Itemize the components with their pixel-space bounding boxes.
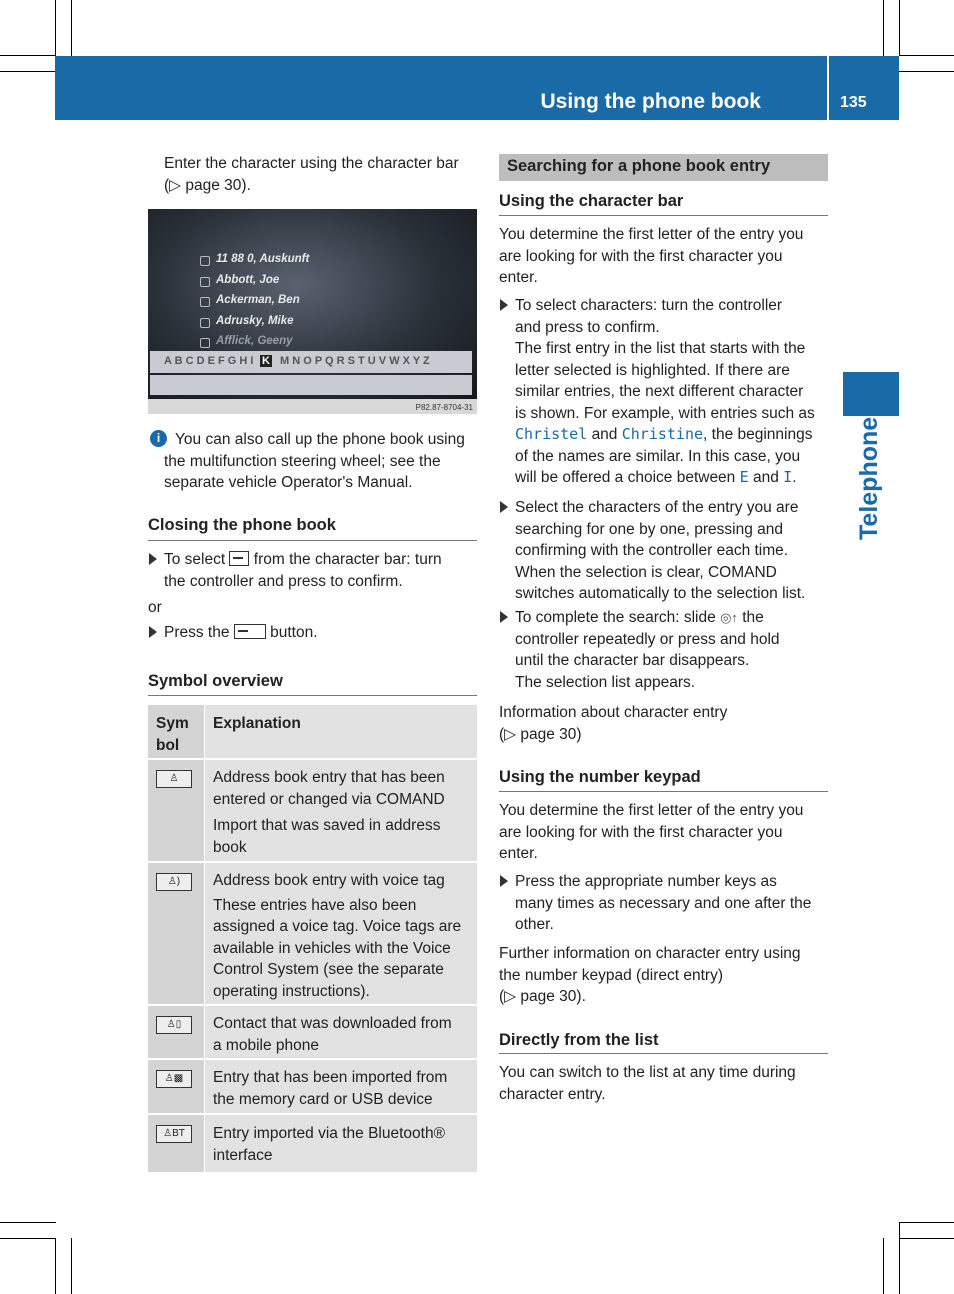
list-text: You can switch to the list at any time during character entry. [499,1064,796,1103]
screen-display [148,209,477,399]
charbar-step-1: To select characters: turn the controller and press to confirm. The first entry in the list that starts with the letter selected is highlighted. If there are similar entries, the next different character is shown. For example, with entries such as Christel and Christine, the beginnings of the names are similar. In this case, you will be offered a choice between E and I. [515,297,815,486]
info-icon: i [150,430,167,447]
contact-icon [200,256,210,266]
voice-tag-icon: ♙) [156,873,192,891]
divider [499,215,828,216]
info-note: You can also call up the phone book using the multifunction steering wheel; see the separate vehicle Operator's Manual. [164,431,465,491]
page-number: 135 [840,94,867,111]
step-arrow-icon [500,299,508,311]
charbar-letters: A B C D E F G H I [164,355,254,367]
closing-heading: Closing the phone book [148,516,336,534]
charbar-heading: Using the character bar [499,192,684,210]
back-button-icon [234,624,266,639]
divider [499,1053,828,1054]
step-arrow-icon [500,875,508,887]
contact-icon [200,338,210,348]
list-item: Abbott, Joe [216,274,280,286]
back-icon [229,551,249,566]
col-header-symbol: Sym bol [156,715,189,754]
keypad-heading: Using the number keypad [499,768,701,786]
memory-card-contact-icon: ♙▩ [156,1070,192,1088]
keypad-intro: You determine the first letter of the entry you are looking for with the first character you enter. [499,802,804,862]
contact-icon [200,297,210,307]
header-title: Using the phone book [540,90,761,113]
or-text: or [148,599,162,616]
step-arrow-icon [149,626,157,638]
charbar-step-2: Select the characters of the entry you are searching for one by one, pressing and confirming with the controller each time. When the selection is clear, COMAND switches automatically to the selection list. [515,499,806,602]
step-arrow-icon [149,553,157,565]
charbar-intro: You determine the first letter of the entry you are looking for with the first character you enter. [499,226,804,286]
charbar-letters-rest: M N O P Q R S T U V W X Y Z [280,355,430,367]
table-row: ♙▩ Entry that has been imported from the memory card or USB device [148,1060,477,1113]
character-bar [150,351,472,373]
list-item: Afflick, Geeny [216,335,293,347]
header-divider [827,56,829,120]
table-header [148,705,477,758]
closing-step-2: Press the button. [164,624,318,641]
contact-icon [200,318,210,328]
page-header [55,56,899,120]
charbar-info: Information about character entry (▷ page 30) [499,704,728,743]
step-arrow-icon [500,501,508,513]
keypad-step: Press the appropriate number keys as many times as necessary and one after the other. [515,873,812,933]
contact-icon [200,277,210,287]
person-icon: ♙ [156,770,192,788]
list-item: Ackerman, Ben [216,294,300,306]
selected-character: K [262,355,270,367]
section-title: Searching for a phone book entry [507,157,771,175]
divider [148,540,477,541]
symbol-heading: Symbol overview [148,672,283,690]
divider [148,695,477,696]
bluetooth-contact-icon: ♙BT [156,1125,192,1143]
image-id: P82.87-8704-31 [415,403,473,412]
charbar-step-3: To complete the search: slide ◎↑ the controller repeatedly or press and hold until the character bar disappears. The selection list appears. [515,609,780,691]
table-row: ♙ Address book entry that has been entered or changed via COMAND Import that was saved in address book [148,760,477,861]
mobile-phone-contact-icon: ♙▯ [156,1016,192,1034]
table-row: ♙▯ Contact that was downloaded from a mobile phone [148,1006,477,1058]
col-header-explanation: Explanation [213,715,301,732]
controller-slide-icon: ◎↑ [720,610,738,625]
side-tab-label: Telephone [855,416,883,540]
keypad-further-info: Further information on character entry using the number keypad (direct entry) (▷ page 30). [499,945,801,1005]
character-bar-icons [150,375,472,395]
table-row: ♙BT Entry imported via the Bluetooth® interface [148,1115,477,1172]
step-arrow-icon [500,611,508,623]
divider [499,791,828,792]
list-item: 11 88 0, Auskunft [216,253,310,265]
side-tab [843,372,899,416]
list-heading: Directly from the list [499,1031,659,1049]
section-title-band [499,154,828,181]
comand-screenshot [148,209,477,414]
table-row: ♙) Address book entry with voice tag These entries have also been assigned a voice tag. Voice tags are available in vehicles with the Voice Control System (see the separate operating instructions). [148,863,477,1004]
intro-text: Enter the character using the character bar (▷ page 30). [164,155,459,194]
closing-step-1: To select from the character bar: turn the controller and press to confirm. [164,551,442,590]
list-item: Adrusky, Mike [216,315,294,327]
